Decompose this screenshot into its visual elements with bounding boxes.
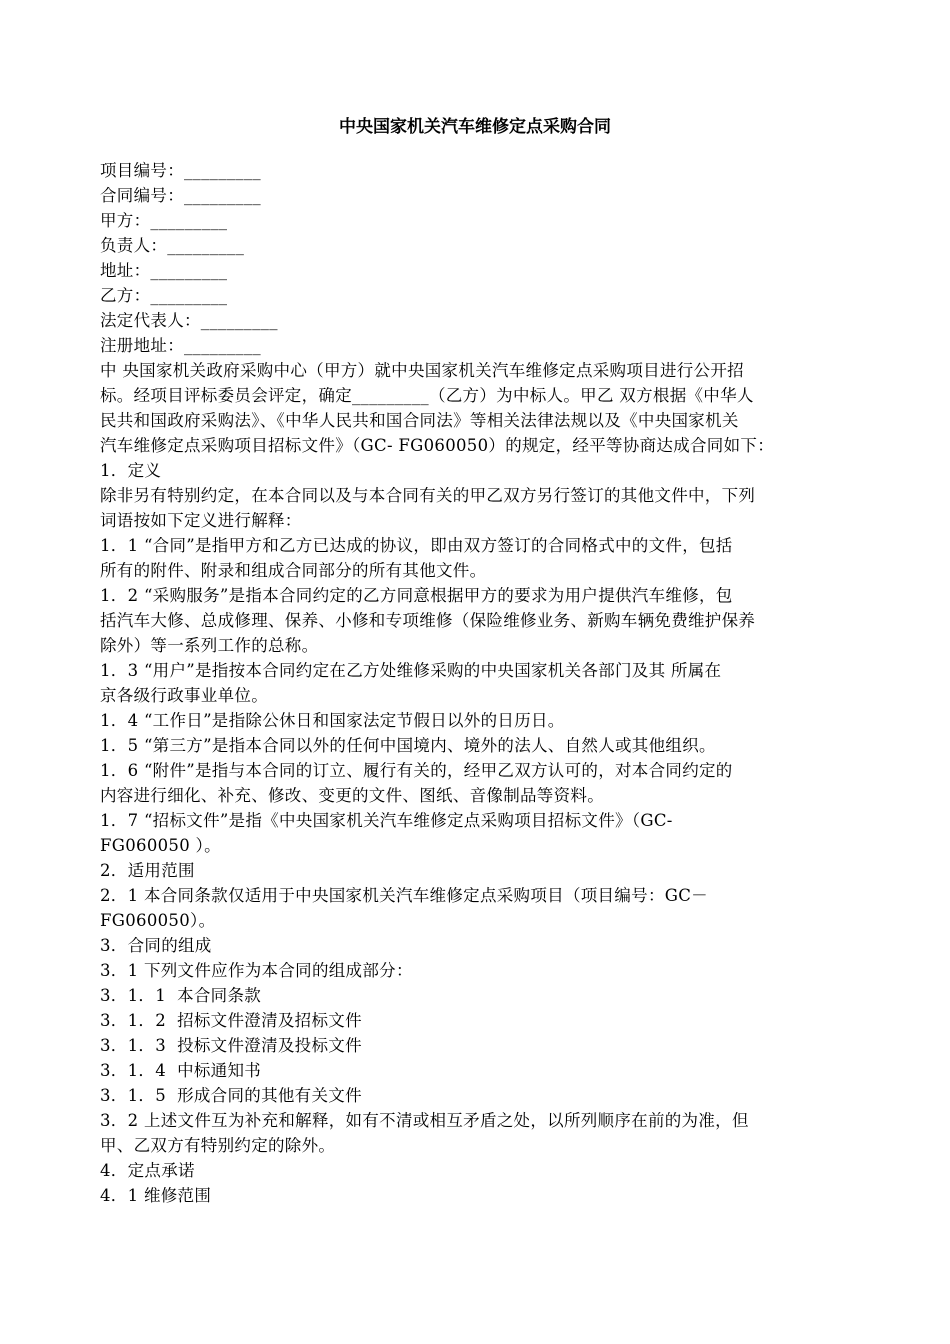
document-line: 甲、乙双方有特别约定的除外。 xyxy=(100,1136,336,1155)
document-line: 1．定义 xyxy=(100,461,162,480)
document-line: 1．6 “附件”是指与本合同的订立、履行有关的，经甲乙双方认可的，对本合同约定的 xyxy=(100,761,733,780)
document-line: 地址：_________ xyxy=(100,261,228,280)
document-line: 所有的附件、附录和组成合同部分的所有其他文件。 xyxy=(100,561,487,580)
document-line: 甲方：_________ xyxy=(100,211,228,230)
document-line: 标。经项目评标委员会评定，确定_________（乙方）为中标人。甲乙 双方根据《中华人 xyxy=(100,386,754,405)
document-line: 3．1．1 本合同条款 xyxy=(100,986,262,1005)
document-line: 民共和国政府采购法》、《中华人民共和国合同法》等相关法律法规以及《中央国家机关 xyxy=(100,411,739,430)
document-line: 乙方：_________ xyxy=(100,286,228,305)
document-line: 4．1 维修范围 xyxy=(100,1186,212,1205)
document-line: 3．1．4 中标通知书 xyxy=(100,1061,262,1080)
document-line: 词语按如下定义进行解释： xyxy=(100,511,302,530)
document-line: 除非另有特别约定，在本合同以及与本合同有关的甲乙双方另行签订的其他文件中，下列 xyxy=(100,486,756,505)
document-line: 3．1．3 投标文件澄清及投标文件 xyxy=(100,1036,362,1055)
document-line: 1．1 “合同”是指甲方和乙方已达成的协议，即由双方签订的合同格式中的文件，包括 xyxy=(100,536,733,555)
document-line: 1．3 “用户”是指按本合同约定在乙方处维修采购的中央国家机关各部门及其 所属在 xyxy=(100,661,722,680)
document-line: 3．1．5 形成合同的其他有关文件 xyxy=(100,1086,362,1105)
document-line: 1．7 “招标文件”是指《中央国家机关汽车维修定点采购项目招标文件》（GC- xyxy=(100,811,673,830)
document-line: 注册地址：_________ xyxy=(100,336,261,355)
document-line: 项目编号：_________ xyxy=(100,161,261,180)
document-line: 1．2 “采购服务”是指本合同约定的乙方同意根据甲方的要求为用户提供汽车维修，包 xyxy=(100,586,733,605)
document-line: 括汽车大修、总成修理、保养、小修和专项维修（保险维修业务、新购车辆免费维护保养 xyxy=(100,611,756,630)
document-line: 3．1．2 招标文件澄清及招标文件 xyxy=(100,1011,362,1030)
document-line: 除外）等一系列工作的总称。 xyxy=(100,636,319,655)
document-line: FG060050 ）。 xyxy=(100,836,221,855)
document-line: 4．定点承诺 xyxy=(100,1161,195,1180)
document-line: 法定代表人：_________ xyxy=(100,311,278,330)
document-line: 3．1 下列文件应作为本合同的组成部分： xyxy=(100,961,413,980)
document-line: FG060050）。 xyxy=(100,911,216,930)
document-line: 内容进行细化、补充、修改、变更的文件、图纸、音像制品等资料。 xyxy=(100,786,604,805)
document-line: 中 央国家机关政府采购中心（甲方）就中央国家机关汽车维修定点采购项目进行公开招 xyxy=(100,361,744,380)
document-line: 负责人：_________ xyxy=(100,236,245,255)
document-body xyxy=(100,158,852,1208)
document-line: 1．5 “第三方”是指本合同以外的任何中国境内、境外的法人、自然人或其他组织。 xyxy=(100,736,716,755)
document-line: 3．2 上述文件互为补充和解释，如有不清或相互矛盾之处，以所列顺序在前的为准，但 xyxy=(100,1111,749,1130)
document-line: 3．合同的组成 xyxy=(100,936,212,955)
document-line: 2．适用范围 xyxy=(100,861,195,880)
document-title: 中央国家机关汽车维修定点采购合同 xyxy=(339,117,611,137)
document-line: 京各级行政事业单位。 xyxy=(100,686,268,705)
document-line: 合同编号：_________ xyxy=(100,186,261,205)
document-line: 1．4 “工作日”是指除公休日和国家法定节假日以外的日历日。 xyxy=(100,711,565,730)
document-line: 2．1 本合同条款仅适用于中央国家机关汽车维修定点采购项目（项目编号：GC－ xyxy=(100,886,708,905)
document-line: 汽车维修定点采购项目招标文件》（GC- FG060050）的规定，经平等协商达成合同如下： xyxy=(100,436,774,455)
